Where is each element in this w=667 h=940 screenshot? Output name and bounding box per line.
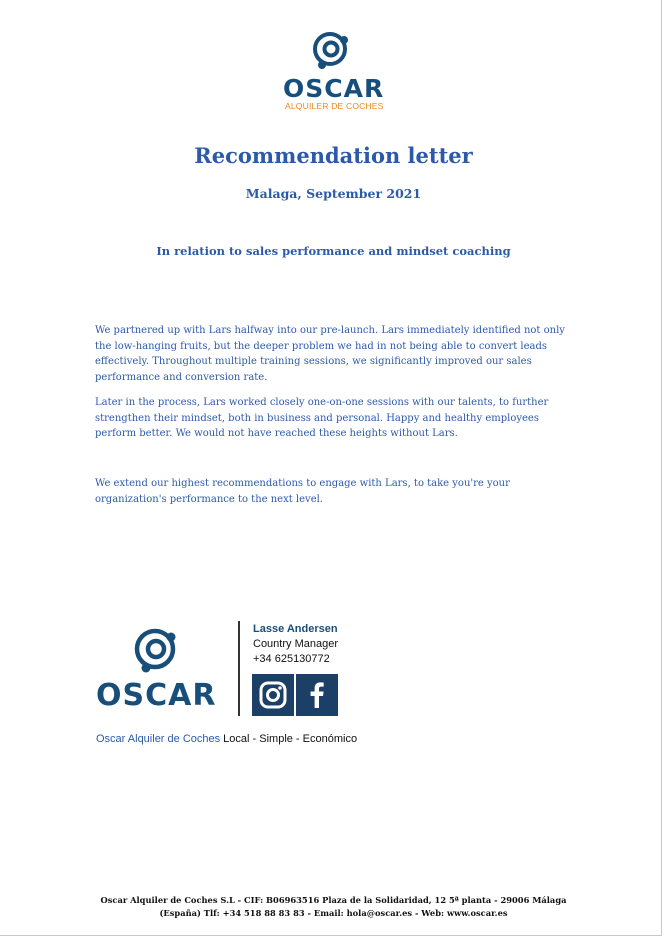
letter-paragraph: Later in the process, Lars worked closely one-on-one sessions with our talents, to further strengthen their mindset, both in business and personal. Happy and healthy employees perform better. We would not have reached these heights without Lars. bbox=[95, 397, 549, 439]
signature-role: Country Manager bbox=[253, 638, 338, 650]
company-footer bbox=[0, 894, 667, 920]
signature-brand-wordmark: OSCAR bbox=[96, 678, 217, 713]
letter-title: Recommendation letter bbox=[194, 143, 473, 168]
brand-wordmark: OSCAR bbox=[283, 74, 385, 103]
signature-tagline bbox=[96, 733, 357, 745]
signature-divider bbox=[238, 621, 240, 716]
letter-dateline: Malaga, September 2021 bbox=[245, 186, 422, 201]
letter-paragraph: We extend our highest recommendations to engage with Lars, to take you're your organization's performance to the next level. bbox=[95, 478, 510, 505]
letter-paragraph: We partnered up with Lars halfway into our pre-launch. Lars immediately identified not only the low-hanging fruits, but the deeper problem we had in not being able to convert leads effectively. Throughout multiple training sessions, we significantly improved our sales performance and conversion rate. bbox=[95, 325, 565, 383]
facebook-icon[interactable] bbox=[296, 674, 338, 716]
signature-phone: +34 625130772 bbox=[253, 653, 330, 665]
footer-line: (España) Tlf: +34 518 88 83 83 - Email: hola@oscar.es - Web: www.oscar.es bbox=[159, 908, 508, 918]
footer-line: Oscar Alquiler de Coches S.L - CIF: B06963516 Plaza de la Solidaridad, 12 5ª planta - 29006 Málaga bbox=[100, 895, 567, 905]
tagline-brand: Oscar Alquiler de Coches bbox=[96, 733, 221, 745]
oscar-logo-icon bbox=[128, 624, 188, 676]
tagline-text: Local - Simple - Económico bbox=[220, 733, 358, 745]
signature-name: Lasse Andersen bbox=[253, 623, 338, 635]
letter-subject: In relation to sales performance and mindset coaching bbox=[156, 244, 511, 258]
brand-subtitle: ALQUILER DE COCHES bbox=[285, 101, 384, 111]
instagram-icon[interactable] bbox=[252, 674, 294, 716]
